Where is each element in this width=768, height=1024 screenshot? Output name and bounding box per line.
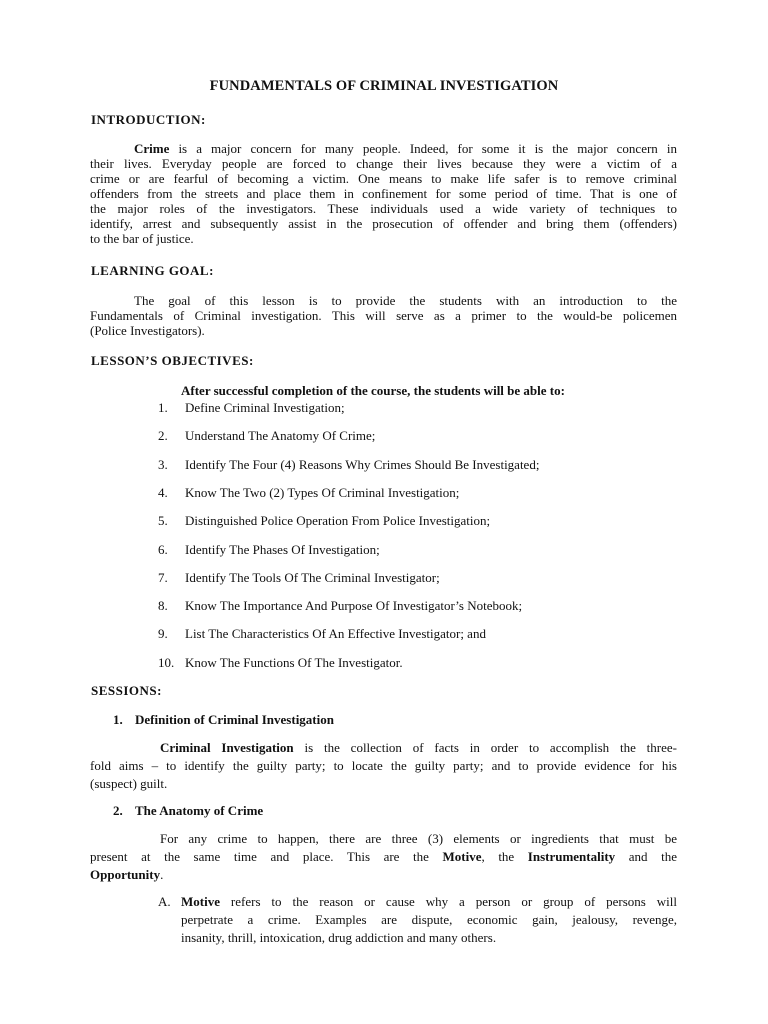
goal-line-2: Fundamentals of Criminal investigation. This will serve as a primer to the would-be policemen <box>90 308 677 323</box>
intro-line-4: offenders from the streets and place them in confinement for some period of time. That is one of <box>90 186 677 201</box>
s1-line-2: fold aims – to identify the guilty party; to locate the guilty party; and to provide evidence for his <box>90 758 677 773</box>
learning-goal-heading: LEARNING GOAL: <box>91 263 214 278</box>
motive-line-2: perpetrate a crime. Examples are dispute, economic gain, jealousy, revenge, <box>181 912 677 927</box>
intro-line-7: to the bar of justice. <box>90 231 194 246</box>
objective-item: 8. Know The Importance And Purpose Of Investigator’s Notebook; <box>158 598 523 613</box>
objective-item: 7. Identify The Tools Of The Criminal Investigator; <box>158 570 440 585</box>
instrumentality-term: Instrumentality <box>527 849 616 864</box>
session-2-title: 2. The Anatomy of Crime <box>113 803 264 818</box>
objective-item: 1. Define Criminal Investigation; <box>158 400 345 415</box>
motive-line-3: insanity, thrill, intoxication, drug addiction and many others. <box>181 930 497 945</box>
sessions-heading: SESSIONS: <box>91 683 162 698</box>
objective-item: 4. Know The Two (2) Types Of Criminal Investigation; <box>158 485 460 500</box>
session-1-paragraph <box>90 740 677 791</box>
objective-item: 9. List The Characteristics Of An Effective Investigator; and <box>158 626 486 641</box>
objective-item: 3. Identify The Four (4) Reasons Why Crimes Should Be Investigated; <box>158 457 540 472</box>
s2-line-3: Opportunity. <box>90 867 164 882</box>
session-1-title: 1. Definition of Criminal Investigation <box>113 712 334 727</box>
objective-item: 6. Identify The Phases Of Investigation; <box>158 542 380 557</box>
objectives-lead: After successful completion of the course, the students will be able to: <box>181 383 565 398</box>
s2-line-2: present at the same time and place. This are the Motive, the Instrumentality and the <box>90 849 677 864</box>
intro-line-2: their lives. Everyday people are forced to change their lives because they were a victim of a <box>90 156 677 171</box>
motive-subitem-term: Motive <box>181 894 220 909</box>
goal-line-3: (Police Investigators). <box>90 323 205 338</box>
opportunity-term: Opportunity <box>90 867 161 882</box>
introduction-paragraph <box>90 141 677 246</box>
criminal-investigation-term: Criminal Investigation <box>160 740 294 755</box>
intro-line-6: identify, arrest and subsequently assist in the prosecution of offender and bring them (offenders) <box>90 216 677 231</box>
crime-term: Crime <box>134 141 170 156</box>
s2-line-1: For any crime to happen, there are three (3) elements or ingredients that must be <box>160 831 677 846</box>
goal-line-1: The goal of this lesson is to provide the students with an introduction to the <box>134 293 677 308</box>
page-title: FUNDAMENTALS OF CRIMINAL INVESTIGATION <box>209 78 559 94</box>
motive-subitem <box>158 894 677 948</box>
motive-term: Motive <box>442 849 482 864</box>
session-2-paragraph <box>90 831 677 882</box>
intro-line-3: crime or are fearful of becoming a victim. One means to make life safer is to remove criminal <box>90 171 677 186</box>
intro-line-5: the major roles of the investigators. These individuals used a wide variety of techniques to <box>90 201 677 216</box>
s1-line-1: Criminal Investigation is the collection of facts in order to accomplish the three- <box>160 740 677 755</box>
introduction-heading: INTRODUCTION: <box>91 112 206 127</box>
objective-item: 2. Understand The Anatomy Of Crime; <box>158 428 376 443</box>
objectives-heading: LESSON’S OBJECTIVES: <box>91 353 254 368</box>
objective-item: 5. Distinguished Police Operation From Police Investigation; <box>158 513 491 528</box>
s1-line-3: (suspect) guilt. <box>90 776 168 791</box>
intro-line-1: Crime is a major concern for many people. Indeed, for some it is the major concern in <box>134 141 677 156</box>
learning-goal-paragraph <box>90 293 677 338</box>
motive-line-1: A. Motive refers to the reason or cause why a person or group of persons will <box>158 894 677 909</box>
objective-item: 10. Know The Functions Of The Investigator. <box>158 655 403 670</box>
